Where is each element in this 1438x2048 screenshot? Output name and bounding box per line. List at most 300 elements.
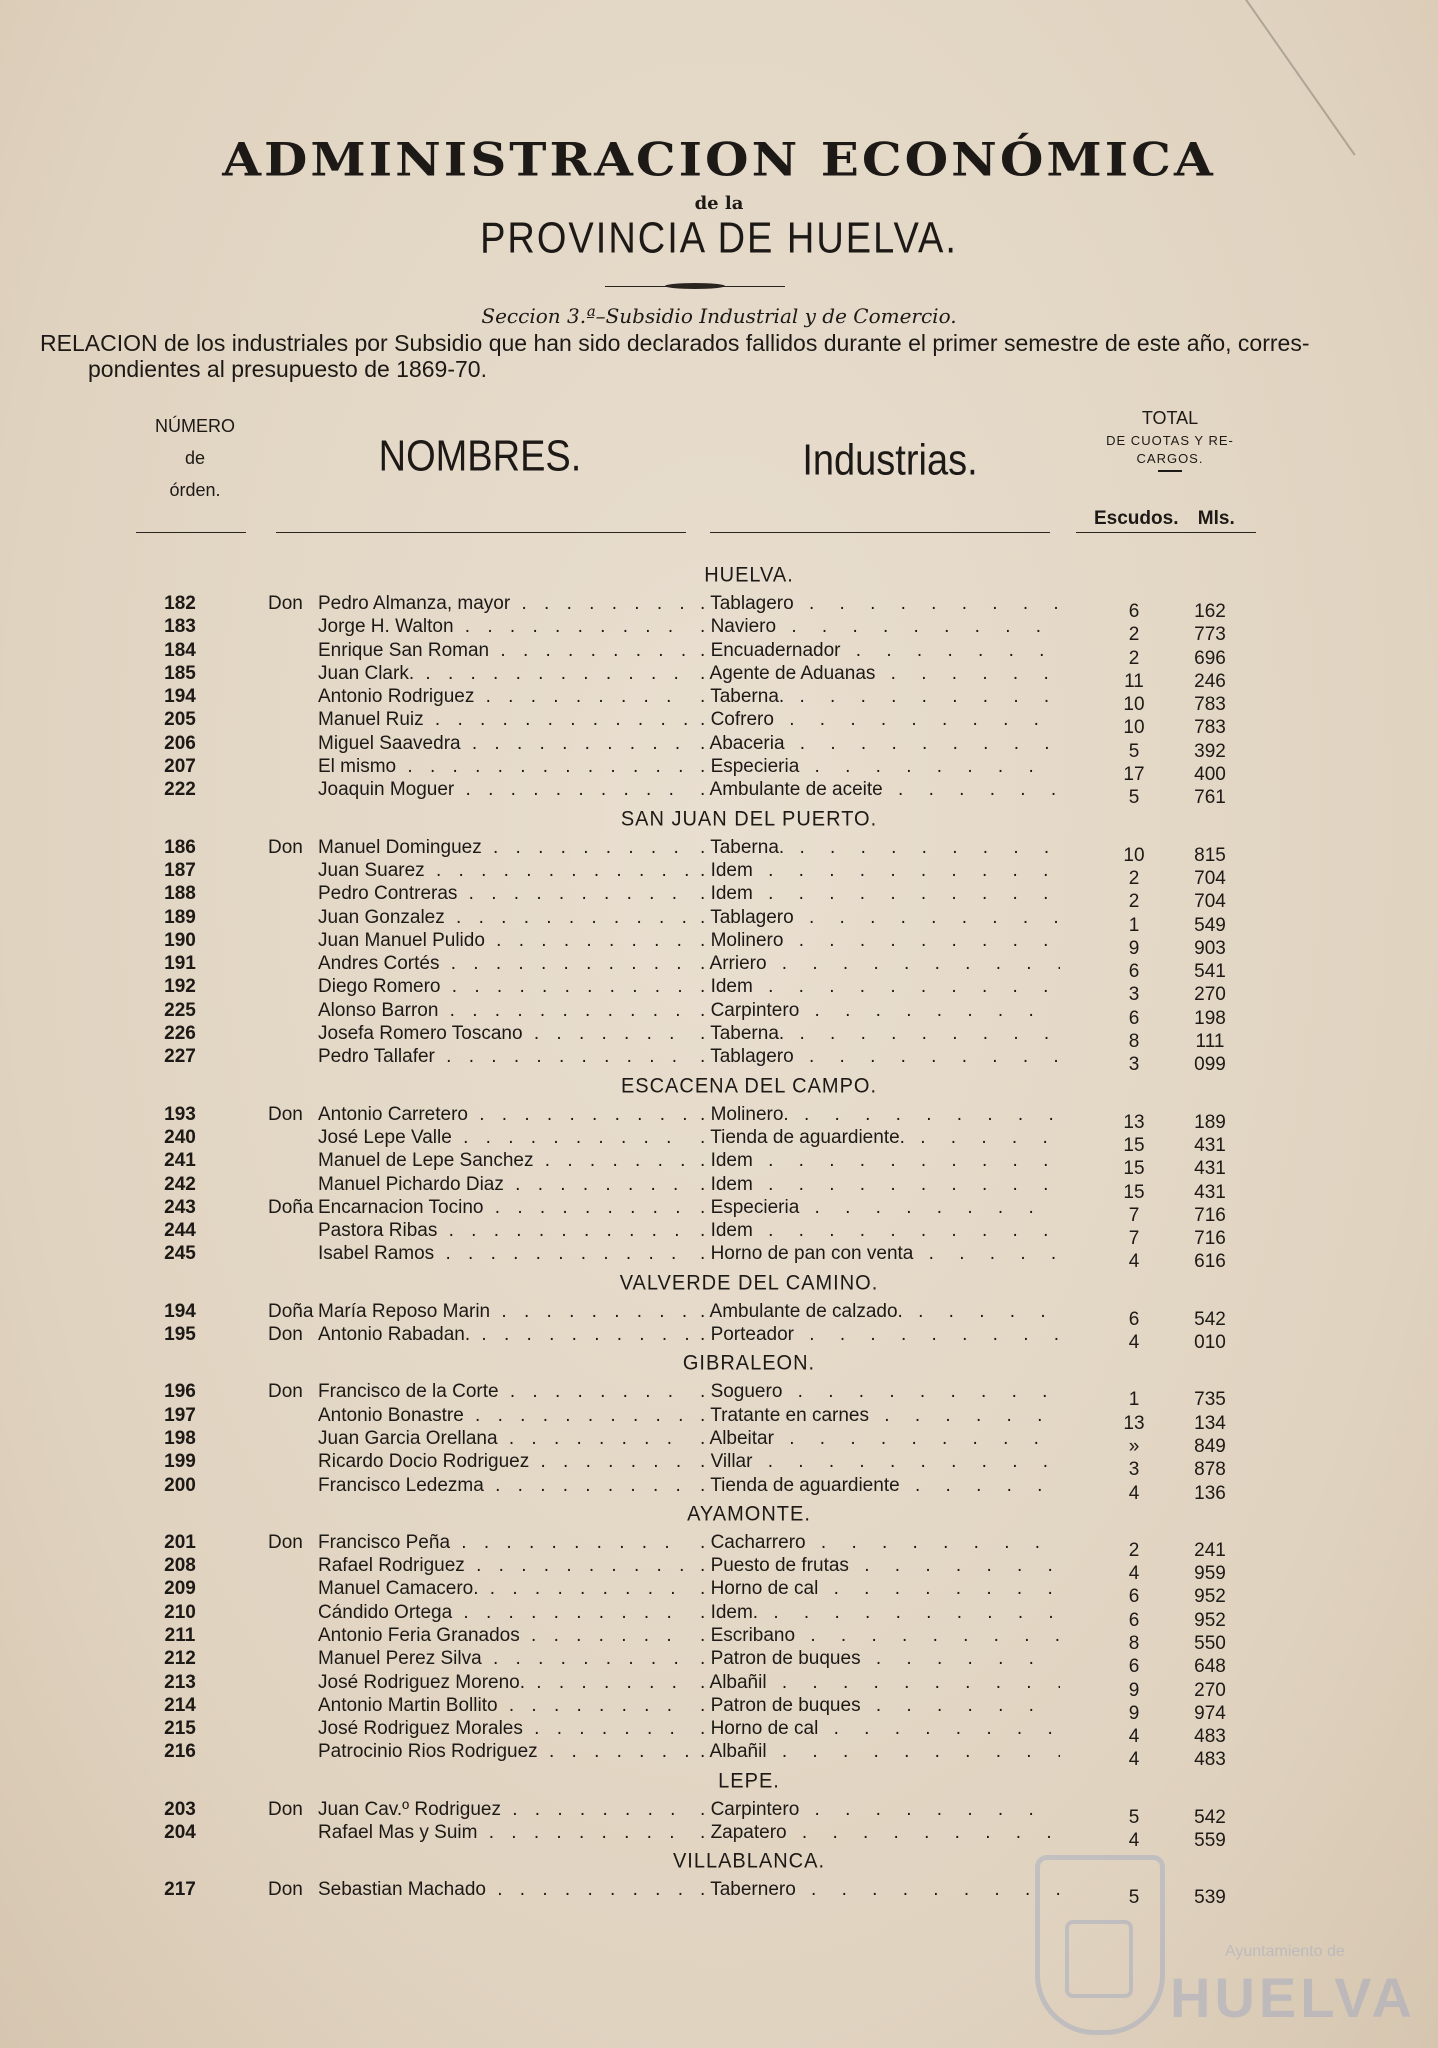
escudos-value: 2 — [1128, 624, 1140, 646]
honorific: Doña — [268, 1300, 314, 1322]
order-number: 226 — [164, 1023, 196, 1045]
order-number: 193 — [164, 1103, 196, 1125]
escudos-value: 15 — [1123, 1181, 1145, 1203]
industry-name: . Soguero . . . — [700, 1380, 1060, 1403]
industry-name: . Horno de cal . . . — [700, 1577, 1060, 1600]
escudos-value: 6 — [1128, 1656, 1140, 1678]
person-name: Diego Romero . . . — [318, 975, 688, 998]
table-row — [0, 1577, 1438, 1608]
person-name: José Lepe Valle . . . — [318, 1126, 688, 1149]
milesimas-value: 539 — [1194, 1887, 1226, 1909]
industry-name: . Zapatero . . . — [700, 1821, 1060, 1844]
person-name: Antonio Rabadan. . . . — [318, 1323, 688, 1346]
person-name: Francisco Ledezma . . . — [318, 1474, 688, 1497]
industry-name: . Albeitar . . . — [700, 1427, 1060, 1450]
escudos-value: 6 — [1128, 601, 1140, 622]
industry-name: . Tienda de aguardiente. . . . — [700, 1126, 1060, 1149]
person-name: Antonio Bonastre . . . — [318, 1404, 688, 1427]
table-row — [0, 662, 1438, 692]
table-row — [0, 1450, 1438, 1481]
milesimas-value: 773 — [1194, 624, 1226, 646]
town-heading: LEPE. — [718, 1768, 780, 1793]
table-row — [0, 755, 1438, 786]
escudos-value: 9 — [1128, 1702, 1140, 1724]
relacion-line-1: RELACION de los industriales por Subsidio que han sido declarados fallidos durante el primer semestre de este año, corres- — [40, 330, 1310, 356]
table-row — [0, 1045, 1438, 1076]
table-row — [0, 1126, 1438, 1156]
escudos-value: 1 — [1128, 1389, 1140, 1411]
person-name: José Rodriguez Moreno. . . . — [318, 1671, 688, 1694]
order-number: 192 — [164, 976, 196, 998]
order-number: 203 — [164, 1798, 196, 1820]
industry-name: . Idem . . . — [700, 975, 1060, 998]
town-heading: GIBRALEON. — [682, 1351, 816, 1376]
order-number: 241 — [164, 1150, 196, 1172]
industry-name: . Tratante en carnes . . . — [700, 1404, 1060, 1427]
milesimas-value: 903 — [1194, 937, 1226, 959]
person-name: Manuel Camacero. . . . — [318, 1577, 688, 1600]
town-heading: VILLABLANCA. — [672, 1849, 826, 1874]
person-name: Antonio Martin Bollito . . . — [318, 1694, 688, 1717]
table-row — [0, 1601, 1438, 1631]
industry-name: . Arriero . . . — [700, 952, 1060, 975]
order-number: 190 — [164, 929, 196, 951]
town-heading: ESCACENA DEL CAMPO. — [620, 1073, 878, 1098]
table-row — [0, 732, 1438, 762]
town-heading: AYAMONTE. — [687, 1501, 811, 1526]
order-number: 240 — [164, 1126, 196, 1148]
table-row — [0, 1694, 1438, 1724]
total-label: TOTAL — [1141, 408, 1199, 428]
industry-name: . Idem . . . — [700, 1149, 1060, 1172]
milesimas-value: 783 — [1194, 717, 1226, 739]
honorific: Don — [268, 1879, 303, 1901]
milesimas-value: 704 — [1194, 891, 1226, 913]
order-number: 222 — [164, 779, 196, 801]
milesimas-value: 111 — [1195, 1031, 1225, 1053]
escudos-value: 5 — [1128, 740, 1140, 762]
escudos-value: 1 — [1128, 914, 1140, 936]
escudos-value: 4 — [1128, 1726, 1140, 1748]
escudos-value: 10 — [1123, 717, 1145, 739]
industry-name: . Especieria . . . — [700, 1196, 1060, 1219]
table-row — [0, 1323, 1438, 1354]
industry-name: . Cacharrero . . . — [700, 1531, 1060, 1554]
milesimas-value: 550 — [1194, 1632, 1226, 1654]
escudos-value: 5 — [1128, 1806, 1140, 1828]
order-number: 183 — [164, 616, 196, 638]
escudos-value: 3 — [1128, 984, 1140, 1006]
table-row — [0, 836, 1438, 866]
milesimas-value: 270 — [1194, 984, 1226, 1006]
section-subtitle: Seccion 3.ª–Subsidio Industrial y de Comercio. — [481, 304, 957, 328]
order-number: 196 — [164, 1381, 196, 1403]
relacion-paragraph — [40, 330, 1400, 382]
table-row — [0, 1103, 1438, 1133]
table-row — [0, 778, 1438, 809]
honorific: Don — [268, 1381, 303, 1403]
person-name: Isabel Ramos . . . — [318, 1242, 688, 1265]
order-number: 208 — [164, 1555, 196, 1577]
milesimas-value: 815 — [1194, 844, 1226, 866]
milesimas-value: 189 — [1194, 1111, 1226, 1133]
order-number: 200 — [164, 1474, 196, 1496]
person-name: Pedro Tallafer . . . — [318, 1045, 688, 1068]
escudos-value: 4 — [1128, 1563, 1140, 1585]
milesimas-value: 783 — [1194, 694, 1226, 716]
table-row — [0, 1474, 1438, 1504]
person-name: Manuel Ruiz . . . — [318, 708, 688, 731]
person-name: Ricardo Docio Rodriguez . . . — [318, 1450, 688, 1473]
industry-name: . Molinero. . . . — [700, 1103, 1060, 1126]
milesimas-value: 952 — [1194, 1586, 1226, 1608]
person-name: Pastora Ribas . . . — [318, 1219, 688, 1242]
order-number: 187 — [164, 859, 196, 881]
milesimas-value: 010 — [1194, 1332, 1226, 1354]
person-name: Pedro Almanza, mayor . . . — [318, 592, 688, 615]
watermark-line-2: HUELVA — [1170, 1966, 1416, 2029]
order-number: 204 — [164, 1822, 196, 1844]
person-name: Joaquin Moguer . . . — [318, 778, 688, 801]
person-name: El mismo . . . — [318, 755, 688, 778]
table-row — [0, 882, 1438, 913]
column-header-numero — [140, 410, 250, 506]
escudos-value: » — [1128, 1435, 1140, 1457]
industry-name: . Idem . . . — [700, 1219, 1060, 1242]
order-number: 185 — [164, 662, 196, 684]
person-name: Jorge H. Walton . . . — [318, 615, 688, 638]
order-number: 209 — [164, 1578, 196, 1600]
honorific: Don — [268, 836, 303, 858]
person-name: Andres Cortés . . . — [318, 952, 688, 975]
table-row — [0, 1149, 1438, 1180]
industry-name: . Naviero . . . — [700, 615, 1060, 638]
mls-label: Mls. — [1197, 508, 1235, 529]
person-name: Manuel Perez Silva . . . — [318, 1647, 688, 1670]
industry-name: . Patron de buques . . . — [700, 1647, 1060, 1670]
person-name: Juan Garcia Orellana . . . — [318, 1427, 688, 1450]
relacion-line-2: pondientes al presupuesto de 1869-70. — [88, 356, 487, 382]
column-header-nombres: NOMBRES. — [378, 432, 582, 482]
milesimas-value: 099 — [1194, 1054, 1226, 1076]
order-number: 186 — [164, 836, 196, 858]
table-row — [0, 615, 1438, 646]
milesimas-value: 162 — [1194, 601, 1226, 622]
table-row — [0, 952, 1438, 983]
table-row — [0, 1219, 1438, 1250]
industry-name: . Tienda de aguardiente . . . — [700, 1474, 1060, 1497]
industry-name: . Porteador . . . — [700, 1323, 1060, 1346]
order-number: 191 — [164, 953, 196, 975]
industry-name: . Carpintero . . . — [700, 999, 1060, 1022]
industry-name: . Ambulante de calzado. . . . — [700, 1300, 1060, 1323]
escudos-value: 4 — [1128, 1482, 1140, 1504]
honorific: Don — [268, 1798, 303, 1820]
escudos-value: 7 — [1128, 1204, 1140, 1226]
table-row — [0, 906, 1438, 936]
table-row — [0, 685, 1438, 716]
escudos-value: 8 — [1128, 1031, 1140, 1053]
person-name: Manuel Dominguez . . . — [318, 836, 688, 859]
industry-name: . Horno de cal . . . — [700, 1717, 1060, 1740]
escudos-value: 6 — [1128, 961, 1140, 983]
industry-name: . Horno de pan con venta . . . — [700, 1242, 1060, 1265]
milesimas-value: 542 — [1194, 1806, 1226, 1828]
column-header-total — [1070, 404, 1270, 474]
order-number: 199 — [164, 1451, 196, 1473]
person-name: Francisco de la Corte . . . — [318, 1380, 688, 1403]
milesimas-value: 198 — [1194, 1007, 1226, 1029]
table-row — [0, 708, 1438, 739]
milesimas-value: 392 — [1194, 740, 1226, 762]
milesimas-value: 761 — [1194, 787, 1226, 809]
milesimas-value: 431 — [1194, 1181, 1226, 1203]
person-name: Encarnacion Tocino . . . — [318, 1196, 688, 1219]
header-rule-total — [1076, 532, 1256, 533]
order-number: 195 — [164, 1324, 196, 1346]
industry-name: . Carpintero . . . — [700, 1798, 1060, 1821]
table-row — [0, 1624, 1438, 1654]
table-row — [0, 1196, 1438, 1226]
escudos-value: 2 — [1128, 867, 1140, 889]
milesimas-value: 136 — [1194, 1482, 1226, 1504]
title-connector: de la — [694, 193, 744, 214]
person-name: Patrocinio Rios Rodriguez . . . — [318, 1740, 688, 1763]
province-title: PROVINCIA DE HUELVA. — [480, 214, 958, 264]
order-number: 242 — [164, 1173, 196, 1195]
person-name: Enrique San Roman . . . — [318, 639, 688, 662]
milesimas-value: 542 — [1194, 1308, 1226, 1330]
escudos-value: 2 — [1128, 891, 1140, 913]
milesimas-value: 616 — [1194, 1251, 1226, 1273]
person-name: Josefa Romero Toscano . . . — [318, 1022, 688, 1045]
coat-of-arms-icon — [1035, 1855, 1165, 2035]
escudos-value: 9 — [1128, 1679, 1140, 1701]
table-row — [0, 639, 1438, 669]
order-number: 201 — [164, 1531, 196, 1553]
table-row — [0, 975, 1438, 1006]
milesimas-value: 648 — [1194, 1656, 1226, 1678]
industry-name: . Albañil . . . — [700, 1740, 1060, 1763]
table-row — [0, 592, 1438, 622]
milesimas-value: 483 — [1194, 1726, 1226, 1748]
order-number: 243 — [164, 1196, 196, 1218]
table-row — [0, 1173, 1438, 1203]
order-number: 210 — [164, 1601, 196, 1623]
table-row — [0, 1647, 1438, 1678]
order-number: 188 — [164, 883, 196, 905]
table-row — [0, 1671, 1438, 1701]
escudos-value: 5 — [1128, 787, 1140, 809]
industry-name: . Albañil . . . — [700, 1671, 1060, 1694]
escudos-value: 10 — [1123, 694, 1145, 716]
milesimas-value: 959 — [1194, 1563, 1226, 1585]
archive-watermark — [1035, 1835, 1416, 2035]
table-row — [0, 1404, 1438, 1434]
order-number: 194 — [164, 1300, 196, 1322]
person-name: Juan Manuel Pulido . . . — [318, 929, 688, 952]
person-name: Antonio Rodriguez . . . — [318, 685, 688, 708]
milesimas-value: 400 — [1194, 764, 1226, 786]
table-row — [0, 1798, 1438, 1828]
watermark-line-1: Ayuntamiento de — [1225, 1943, 1345, 1960]
table-row — [0, 1427, 1438, 1457]
order-number: 182 — [164, 593, 196, 614]
escudos-value: 3 — [1128, 1459, 1140, 1481]
person-name: Antonio Carretero . . . — [318, 1103, 688, 1126]
order-number: 197 — [164, 1404, 196, 1426]
industry-name: . Taberna. . . . — [700, 1022, 1060, 1045]
industry-name: . Escribano . . . — [700, 1624, 1060, 1647]
person-name: Juan Cav.º Rodriguez . . . — [318, 1798, 688, 1821]
escudos-value: 13 — [1123, 1412, 1145, 1434]
milesimas-value: 431 — [1194, 1134, 1226, 1156]
order-number: 194 — [164, 686, 196, 708]
escudos-value: 4 — [1128, 1251, 1140, 1273]
escudos-value: 6 — [1128, 1007, 1140, 1029]
person-name: Francisco Peña . . . — [318, 1531, 688, 1554]
ornament-divider — [605, 286, 785, 291]
table-row — [0, 1380, 1438, 1411]
numero-label: NÚMERO — [155, 416, 235, 436]
header-short-rule — [1158, 470, 1182, 472]
order-number: 245 — [164, 1243, 196, 1265]
cargos-label: CARGOS. — [1136, 451, 1204, 466]
order-number: 189 — [164, 906, 196, 928]
town-heading: VALVERDE DEL CAMINO. — [619, 1270, 879, 1295]
escudos-value: 2 — [1128, 1539, 1140, 1561]
table-row — [0, 1531, 1438, 1561]
person-name: Rafael Mas y Suim . . . — [318, 1821, 688, 1844]
milesimas-value: 241 — [1194, 1539, 1226, 1561]
industry-name: . Patron de buques . . . — [700, 1694, 1060, 1717]
honorific: Don — [268, 593, 303, 614]
cuotas-label: DE CUOTAS Y RE- — [1106, 433, 1234, 448]
honorific: Don — [268, 1103, 303, 1125]
order-number: 207 — [164, 756, 196, 778]
person-name: Manuel de Lepe Sanchez . . . — [318, 1149, 688, 1172]
person-name: Alonso Barron . . . — [318, 999, 688, 1022]
industry-name: . Idem . . . — [700, 859, 1060, 882]
document-title: ADMINISTRACION ECONÓMICA — [222, 132, 1216, 187]
table-row — [0, 1740, 1438, 1771]
person-name: Juan Clark. . . . — [318, 662, 688, 685]
order-number: 225 — [164, 999, 196, 1021]
person-name: Miguel Saavedra . . . — [318, 732, 688, 755]
table-row — [0, 859, 1438, 889]
table-row — [0, 1554, 1438, 1585]
town-heading: HUELVA. — [704, 563, 794, 587]
person-name: Pedro Contreras . . . — [318, 882, 688, 905]
escudos-value: 6 — [1128, 1609, 1140, 1631]
escudos-value: 4 — [1128, 1332, 1140, 1354]
person-name: Juan Suarez . . . — [318, 859, 688, 882]
milesimas-value: 559 — [1194, 1830, 1226, 1852]
industry-name: . Taberna. . . . — [700, 685, 1060, 708]
table-row — [0, 1022, 1438, 1053]
person-name: Sebastian Machado . . . — [318, 1878, 688, 1901]
escudos-value: 7 — [1128, 1228, 1140, 1250]
order-number: 211 — [164, 1624, 196, 1646]
order-number: 215 — [164, 1718, 196, 1740]
milesimas-value: 431 — [1194, 1158, 1226, 1180]
escudos-value: 8 — [1128, 1632, 1140, 1654]
person-name: José Rodriguez Morales . . . — [318, 1717, 688, 1740]
industry-name: . Abaceria . . . — [700, 732, 1060, 755]
person-name: Antonio Feria Granados . . . — [318, 1624, 688, 1647]
person-name: Rafael Rodriguez . . . — [318, 1554, 688, 1577]
town-heading: SAN JUAN DEL PUERTO. — [620, 806, 878, 831]
escudos-value: 9 — [1128, 937, 1140, 959]
escudos-value: 13 — [1123, 1111, 1145, 1133]
milesimas-value: 134 — [1194, 1412, 1226, 1434]
industry-name: . Villar . . . — [700, 1450, 1060, 1473]
orden-label: órden. — [169, 480, 221, 500]
table-row — [0, 999, 1438, 1029]
industry-name: . Molinero . . . — [700, 929, 1060, 952]
header-rule-industrias — [710, 532, 1050, 533]
industry-name: . Puesto de frutas . . . — [700, 1554, 1060, 1577]
milesimas-value: 952 — [1194, 1609, 1226, 1631]
person-name: Juan Gonzalez . . . — [318, 906, 688, 929]
industry-name: . Tablagero . . . — [700, 592, 1060, 615]
table-row — [0, 929, 1438, 959]
industry-name: . Ambulante de aceite . . . — [700, 778, 1060, 801]
milesimas-value: 541 — [1194, 961, 1226, 983]
person-name: Manuel Pichardo Diaz . . . — [318, 1173, 688, 1196]
order-number: 205 — [164, 709, 196, 731]
escudos-value: 4 — [1128, 1830, 1140, 1852]
order-number: 213 — [164, 1671, 196, 1693]
escudos-value: 15 — [1123, 1134, 1145, 1156]
milesimas-value: 849 — [1194, 1435, 1226, 1457]
industry-name: . Tablagero . . . — [700, 906, 1060, 929]
escudos-value: 3 — [1128, 1054, 1140, 1076]
order-number: 184 — [164, 639, 196, 661]
escudos-value: 6 — [1128, 1586, 1140, 1608]
milesimas-value: 696 — [1194, 647, 1226, 669]
order-number: 217 — [164, 1879, 196, 1901]
de-label: de — [184, 448, 206, 468]
industry-name: . Especieria . . . — [700, 755, 1060, 778]
industry-name: . Tabernero . . . — [700, 1878, 1060, 1901]
fallidos-list — [0, 558, 1438, 1909]
milesimas-value: 878 — [1194, 1459, 1226, 1481]
milesimas-value: 704 — [1194, 867, 1226, 889]
order-number: 212 — [164, 1648, 196, 1670]
milesimas-value: 270 — [1194, 1679, 1226, 1701]
column-header-units — [1094, 508, 1274, 530]
industry-name: . Cofrero . . . — [700, 708, 1060, 731]
escudos-value: 6 — [1128, 1308, 1140, 1330]
escudos-value: 17 — [1123, 764, 1145, 786]
escudos-value: 15 — [1123, 1158, 1145, 1180]
person-name: Cándido Ortega . . . — [318, 1601, 688, 1624]
escudos-value: 5 — [1128, 1887, 1140, 1909]
milesimas-value: 974 — [1194, 1702, 1226, 1724]
industry-name: . Idem . . . — [700, 882, 1060, 905]
milesimas-value: 716 — [1194, 1204, 1226, 1226]
honorific: Doña — [268, 1196, 314, 1218]
milesimas-value: 735 — [1194, 1389, 1226, 1411]
honorific: Don — [268, 1531, 303, 1553]
table-row — [0, 1242, 1438, 1273]
milesimas-value: 549 — [1194, 914, 1226, 936]
order-number: 244 — [164, 1220, 196, 1242]
industry-name: . Idem . . . — [700, 1173, 1060, 1196]
escudos-value: 4 — [1128, 1749, 1140, 1771]
industry-name: . Encuadernador . . . — [700, 639, 1060, 662]
